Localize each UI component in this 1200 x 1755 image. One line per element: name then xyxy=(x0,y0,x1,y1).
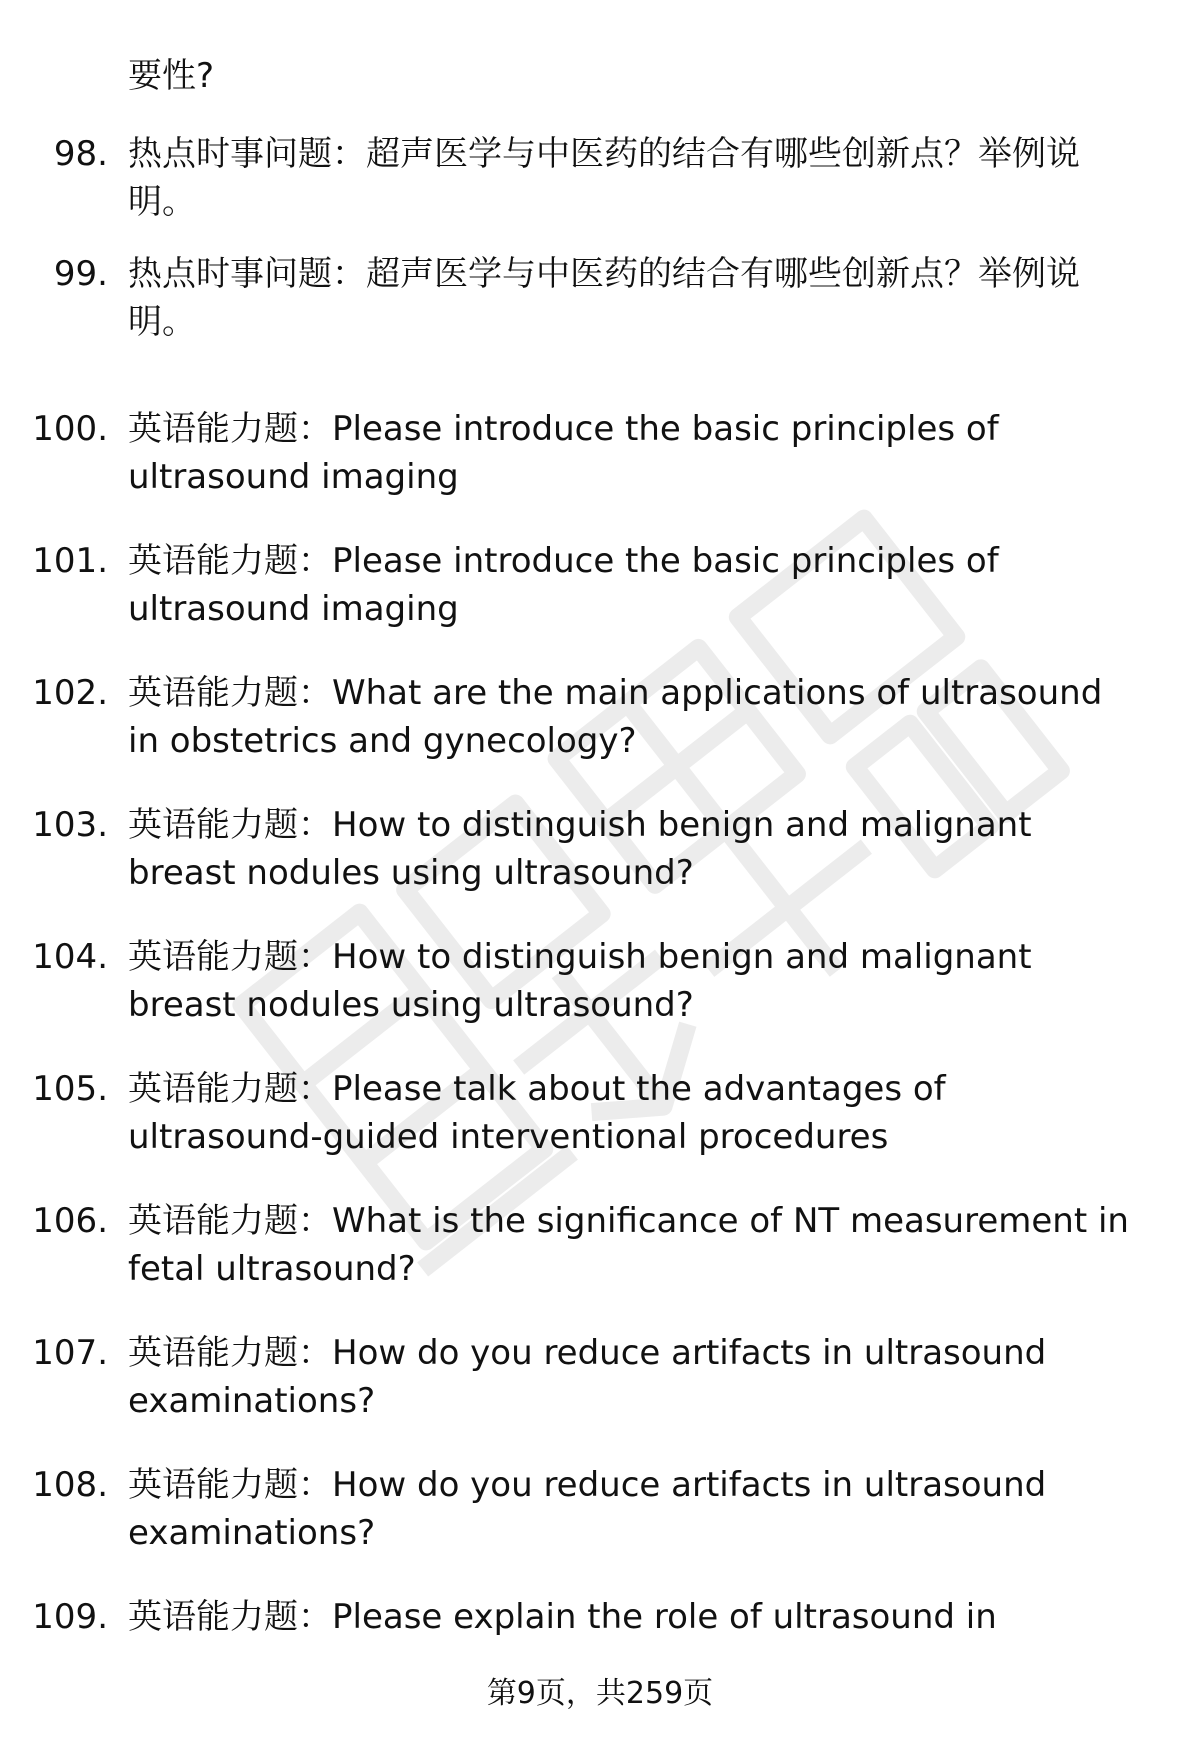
question-line: 明。 xyxy=(128,182,196,222)
question-line: in obstetrics and gynecology? xyxy=(128,721,637,761)
question-text xyxy=(128,669,1148,765)
question-number: 102. xyxy=(32,673,108,713)
question-text xyxy=(128,1197,1148,1293)
question-text xyxy=(128,933,1148,1029)
question-number: 108. xyxy=(32,1465,108,1505)
question-text xyxy=(128,1329,1148,1425)
question-line: examinations? xyxy=(128,1513,376,1553)
question-text xyxy=(128,801,1148,897)
question-number: 98. xyxy=(53,134,108,174)
question-text xyxy=(128,537,1148,633)
question-line: 英语能力题：How to distinguish benign and malignant xyxy=(128,805,1032,845)
question-text xyxy=(128,130,1148,226)
question-number: 109. xyxy=(32,1597,108,1637)
question-line: ultrasound-guided interventional procedures xyxy=(128,1117,889,1157)
question-line: 要性? xyxy=(128,56,215,96)
question-line: 英语能力题：What is the significance of NT measurement in xyxy=(128,1201,1129,1241)
question-text xyxy=(128,250,1148,346)
question-text xyxy=(128,52,1148,100)
question-line: breast nodules using ultrasound? xyxy=(128,985,694,1025)
question-line: examinations? xyxy=(128,1381,376,1421)
question-number: 101. xyxy=(32,541,108,581)
question-line: 英语能力题：What are the main applications of ultrasound xyxy=(128,673,1103,713)
question-text xyxy=(128,405,1148,501)
question-line: 英语能力题：How do you reduce artifacts in ultrasound xyxy=(128,1333,1047,1373)
question-number: 106. xyxy=(32,1201,108,1241)
question-number: 103. xyxy=(32,805,108,845)
question-line: 英语能力题：How do you reduce artifacts in ultrasound xyxy=(128,1465,1047,1505)
question-line: 英语能力题：Please talk about the advantages of xyxy=(128,1069,946,1109)
question-line: breast nodules using ultrasound? xyxy=(128,853,694,893)
question-line: 热点时事问题：超声医学与中医药的结合有哪些创新点？举例说 xyxy=(128,254,1080,294)
question-line: ultrasound imaging xyxy=(128,457,459,497)
question-number: 100. xyxy=(32,409,108,449)
question-number: 105. xyxy=(32,1069,108,1109)
question-line: 英语能力题：Please introduce the basic principles of xyxy=(128,409,999,449)
question-line: ultrasound imaging xyxy=(128,589,459,629)
question-line: 英语能力题：Please introduce the basic principles of xyxy=(128,541,999,581)
question-line: 热点时事问题：超声医学与中医药的结合有哪些创新点？举例说 xyxy=(128,134,1080,174)
question-text xyxy=(128,1593,1148,1641)
question-text xyxy=(128,1461,1148,1557)
question-number: 104. xyxy=(32,937,108,977)
question-line: 英语能力题：Please explain the role of ultrasound in xyxy=(128,1597,997,1637)
question-text xyxy=(128,1065,1148,1161)
question-line: 英语能力题：How to distinguish benign and malignant xyxy=(128,937,1032,977)
question-line: fetal ultrasound? xyxy=(128,1249,416,1289)
question-number: 99. xyxy=(53,254,108,294)
page-number-footer: 第9页，共259页 xyxy=(486,1676,714,1711)
question-number: 107. xyxy=(32,1333,108,1373)
question-line: 明。 xyxy=(128,302,196,342)
